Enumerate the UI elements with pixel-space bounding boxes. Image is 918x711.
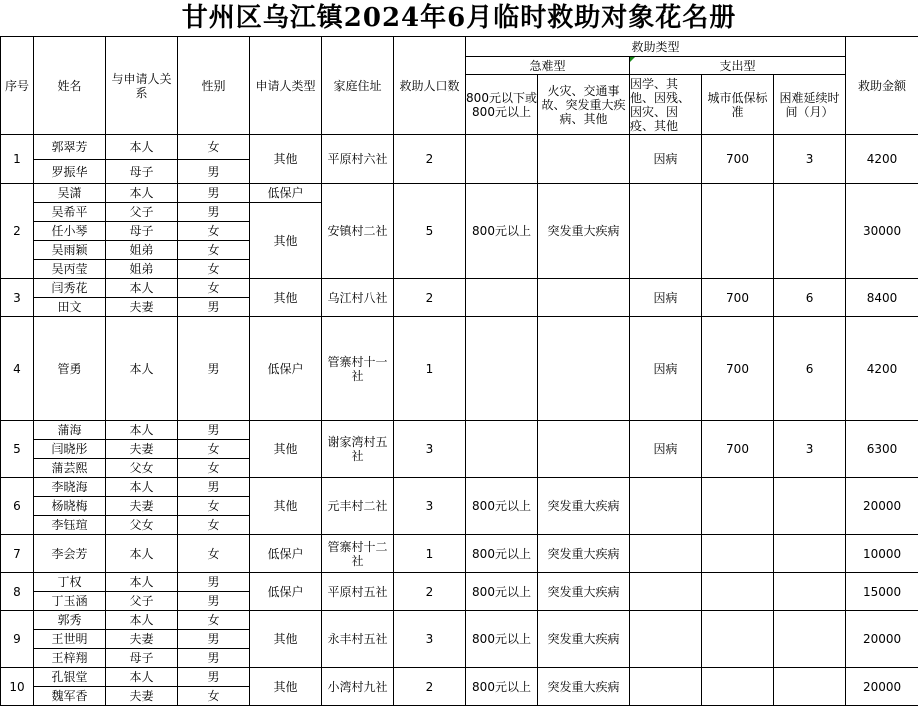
low-income-standard-cell	[702, 668, 774, 706]
seq-cell: 8	[1, 573, 34, 611]
address-cell: 安镇村二社	[322, 184, 394, 279]
emergency-cause-cell: 突发重大疾病	[538, 535, 630, 573]
table-row	[1, 279, 918, 298]
gender-cell: 女	[178, 611, 250, 630]
roster-body	[1, 135, 918, 706]
relation-cell: 本人	[106, 184, 178, 203]
header-ex-sub3: 困难延续时间（月）	[774, 75, 846, 135]
population-cell: 3	[394, 421, 466, 478]
gender-cell: 男	[178, 203, 250, 222]
expenditure-cause-cell	[630, 668, 702, 706]
gender-cell: 女	[178, 535, 250, 573]
header-amount: 救助金额	[846, 37, 918, 135]
page-title: 甘州区乌江镇2024年6月临时救助对象花名册	[181, 3, 737, 33]
relation-cell: 本人	[106, 279, 178, 298]
amount-cell: 20000	[846, 668, 918, 706]
applicant-type-cell: 其他	[250, 668, 322, 706]
duration-cell: 3	[774, 135, 846, 184]
name-cell: 罗振华	[34, 160, 106, 184]
amount-cell: 30000	[846, 184, 918, 279]
population-cell: 2	[394, 279, 466, 317]
gender-cell: 女	[178, 440, 250, 459]
name-cell: 吴丙莹	[34, 260, 106, 279]
gender-cell: 男	[178, 160, 250, 184]
relation-cell: 姐弟	[106, 241, 178, 260]
table-row	[1, 573, 918, 592]
expenditure-cause-cell	[630, 184, 702, 279]
amount-cell: 6300	[846, 421, 918, 478]
low-income-standard-cell	[702, 184, 774, 279]
emergency-cause-cell	[538, 279, 630, 317]
header-seq: 序号	[1, 37, 34, 135]
relation-cell: 本人	[106, 135, 178, 160]
emergency-amount-cell: 800元以上	[466, 611, 538, 668]
expenditure-cause-cell	[630, 611, 702, 668]
header-address: 家庭住址	[322, 37, 394, 135]
name-cell: 田文	[34, 298, 106, 317]
relation-cell: 姐弟	[106, 260, 178, 279]
header-emergency: 急难型	[466, 57, 630, 75]
relation-cell: 夫妻	[106, 630, 178, 649]
gender-cell: 男	[178, 573, 250, 592]
relation-cell: 母子	[106, 222, 178, 241]
population-cell: 1	[394, 535, 466, 573]
applicant-type-cell: 低保户	[250, 535, 322, 573]
expenditure-cause-cell: 因病	[630, 317, 702, 421]
gender-cell: 女	[178, 279, 250, 298]
gender-cell: 女	[178, 459, 250, 478]
relation-cell: 夫妻	[106, 440, 178, 459]
header-ex-sub1: 因学、其他、因残、因灾、因疫、其他	[630, 75, 702, 135]
name-cell: 任小琴	[34, 222, 106, 241]
header-name: 姓名	[34, 37, 106, 135]
table-row	[1, 668, 918, 687]
relief-roster-table	[0, 36, 918, 706]
name-cell: 王梓翔	[34, 649, 106, 668]
name-cell: 李会芳	[34, 535, 106, 573]
duration-cell	[774, 535, 846, 573]
expenditure-cause-cell: 因病	[630, 279, 702, 317]
relation-cell: 本人	[106, 478, 178, 497]
name-cell: 杨晓梅	[34, 497, 106, 516]
gender-cell: 男	[178, 298, 250, 317]
relation-cell: 本人	[106, 317, 178, 421]
header-gender: 性别	[178, 37, 250, 135]
name-cell: 丁权	[34, 573, 106, 592]
applicant-type-cell: 低保户	[250, 184, 322, 203]
duration-cell	[774, 668, 846, 706]
relation-cell: 本人	[106, 668, 178, 687]
relation-cell: 父子	[106, 592, 178, 611]
name-cell: 李钰瑄	[34, 516, 106, 535]
relation-cell: 父子	[106, 203, 178, 222]
duration-cell: 6	[774, 317, 846, 421]
seq-cell: 2	[1, 184, 34, 279]
applicant-type-cell: 其他	[250, 478, 322, 535]
emergency-amount-cell: 800元以上	[466, 478, 538, 535]
table-row	[1, 421, 918, 440]
relation-cell: 夫妻	[106, 298, 178, 317]
expenditure-cause-cell	[630, 573, 702, 611]
duration-cell	[774, 611, 846, 668]
name-cell: 吴希平	[34, 203, 106, 222]
gender-cell: 女	[178, 241, 250, 260]
emergency-cause-cell: 突发重大疾病	[538, 478, 630, 535]
duration-cell: 3	[774, 421, 846, 478]
table-row	[1, 184, 918, 203]
name-cell: 王世明	[34, 630, 106, 649]
population-cell: 2	[394, 135, 466, 184]
applicant-type-cell: 其他	[250, 135, 322, 184]
gender-cell: 男	[178, 478, 250, 497]
low-income-standard-cell: 700	[702, 279, 774, 317]
population-cell: 2	[394, 573, 466, 611]
applicant-type-cell: 其他	[250, 421, 322, 478]
emergency-amount-cell	[466, 279, 538, 317]
table-row	[1, 535, 918, 573]
relation-cell: 母子	[106, 649, 178, 668]
population-cell: 3	[394, 478, 466, 535]
applicant-type-cell: 低保户	[250, 573, 322, 611]
emergency-amount-cell: 800元以上	[466, 668, 538, 706]
relation-cell: 本人	[106, 611, 178, 630]
header-applicant-type: 申请人类型	[250, 37, 322, 135]
header-em-sub2: 火灾、交通事故、突发重大疾病、其他	[538, 75, 630, 135]
address-cell: 小湾村九社	[322, 668, 394, 706]
low-income-standard-cell	[702, 611, 774, 668]
duration-cell	[774, 478, 846, 535]
emergency-amount-cell: 800元以上	[466, 535, 538, 573]
relation-cell: 夫妻	[106, 497, 178, 516]
address-cell: 管寨村十二社	[322, 535, 394, 573]
gender-cell: 男	[178, 317, 250, 421]
emergency-amount-cell: 800元以上	[466, 184, 538, 279]
emergency-amount-cell	[466, 317, 538, 421]
relation-cell: 母子	[106, 160, 178, 184]
name-cell: 蒲海	[34, 421, 106, 440]
gender-cell: 男	[178, 649, 250, 668]
amount-cell: 15000	[846, 573, 918, 611]
low-income-standard-cell	[702, 478, 774, 535]
low-income-standard-cell: 700	[702, 135, 774, 184]
name-cell: 闫晓彤	[34, 440, 106, 459]
emergency-amount-cell: 800元以上	[466, 573, 538, 611]
address-cell: 元丰村二社	[322, 478, 394, 535]
name-cell: 李晓海	[34, 478, 106, 497]
name-cell: 蒲芸熙	[34, 459, 106, 478]
emergency-cause-cell	[538, 421, 630, 478]
amount-cell: 4200	[846, 135, 918, 184]
population-cell: 3	[394, 611, 466, 668]
seq-cell: 5	[1, 421, 34, 478]
name-cell: 管勇	[34, 317, 106, 421]
address-cell: 乌江村八社	[322, 279, 394, 317]
seq-cell: 6	[1, 478, 34, 535]
amount-cell: 8400	[846, 279, 918, 317]
table-row	[1, 611, 918, 630]
name-cell: 魏军香	[34, 687, 106, 706]
gender-cell: 男	[178, 184, 250, 203]
emergency-cause-cell: 突发重大疾病	[538, 573, 630, 611]
duration-cell: 6	[774, 279, 846, 317]
name-cell: 吴潇	[34, 184, 106, 203]
header-em-sub1: 800元以下或800元以上	[466, 75, 538, 135]
relation-cell: 本人	[106, 535, 178, 573]
seq-cell: 1	[1, 135, 34, 184]
relation-cell: 父女	[106, 459, 178, 478]
address-cell: 永丰村五社	[322, 611, 394, 668]
relation-cell: 父女	[106, 516, 178, 535]
amount-cell: 20000	[846, 478, 918, 535]
name-cell: 郭翠芳	[34, 135, 106, 160]
expenditure-cause-cell	[630, 535, 702, 573]
low-income-standard-cell	[702, 535, 774, 573]
header-ex-sub2: 城市低保标准	[702, 75, 774, 135]
address-cell: 谢家湾村五社	[322, 421, 394, 478]
header-expenditure: 支出型	[630, 57, 846, 75]
amount-cell: 10000	[846, 535, 918, 573]
table-row	[1, 135, 918, 160]
emergency-cause-cell: 突发重大疾病	[538, 611, 630, 668]
emergency-amount-cell	[466, 135, 538, 184]
applicant-type-cell: 其他	[250, 279, 322, 317]
gender-cell: 男	[178, 630, 250, 649]
emergency-cause-cell: 突发重大疾病	[538, 668, 630, 706]
gender-cell: 女	[178, 222, 250, 241]
emergency-cause-cell	[538, 135, 630, 184]
header-population: 救助人口数	[394, 37, 466, 135]
applicant-type-cell: 其他	[250, 611, 322, 668]
gender-cell: 男	[178, 592, 250, 611]
name-cell: 孔银堂	[34, 668, 106, 687]
duration-cell	[774, 573, 846, 611]
gender-cell: 女	[178, 516, 250, 535]
relation-cell: 夫妻	[106, 687, 178, 706]
seq-cell: 3	[1, 279, 34, 317]
duration-cell	[774, 184, 846, 279]
population-cell: 2	[394, 668, 466, 706]
relation-cell: 本人	[106, 573, 178, 592]
address-cell: 平原村五社	[322, 573, 394, 611]
applicant-type-cell: 低保户	[250, 317, 322, 421]
gender-cell: 女	[178, 135, 250, 160]
emergency-amount-cell	[466, 421, 538, 478]
name-cell: 吴雨颖	[34, 241, 106, 260]
seq-cell: 4	[1, 317, 34, 421]
gender-cell: 女	[178, 497, 250, 516]
low-income-standard-cell	[702, 573, 774, 611]
emergency-cause-cell: 突发重大疾病	[538, 184, 630, 279]
name-cell: 郭秀	[34, 611, 106, 630]
gender-cell: 男	[178, 421, 250, 440]
relation-cell: 本人	[106, 421, 178, 440]
seq-cell: 7	[1, 535, 34, 573]
gender-cell: 男	[178, 668, 250, 687]
address-cell: 管寨村十一社	[322, 317, 394, 421]
population-cell: 5	[394, 184, 466, 279]
applicant-type-cell: 其他	[250, 203, 322, 279]
emergency-cause-cell	[538, 317, 630, 421]
name-cell: 闫秀花	[34, 279, 106, 298]
gender-cell: 女	[178, 260, 250, 279]
header-relation: 与申请人关系	[106, 37, 178, 135]
seq-cell: 9	[1, 611, 34, 668]
table-row	[1, 478, 918, 497]
expenditure-cause-cell: 因病	[630, 135, 702, 184]
seq-cell: 10	[1, 668, 34, 706]
address-cell: 平原村六社	[322, 135, 394, 184]
expenditure-cause-cell	[630, 478, 702, 535]
amount-cell: 20000	[846, 611, 918, 668]
header-relief-type: 救助类型	[466, 37, 846, 57]
low-income-standard-cell: 700	[702, 317, 774, 421]
name-cell: 丁玉涵	[34, 592, 106, 611]
expenditure-cause-cell: 因病	[630, 421, 702, 478]
low-income-standard-cell: 700	[702, 421, 774, 478]
population-cell: 1	[394, 317, 466, 421]
table-row	[1, 317, 918, 421]
amount-cell: 4200	[846, 317, 918, 421]
gender-cell: 女	[178, 687, 250, 706]
